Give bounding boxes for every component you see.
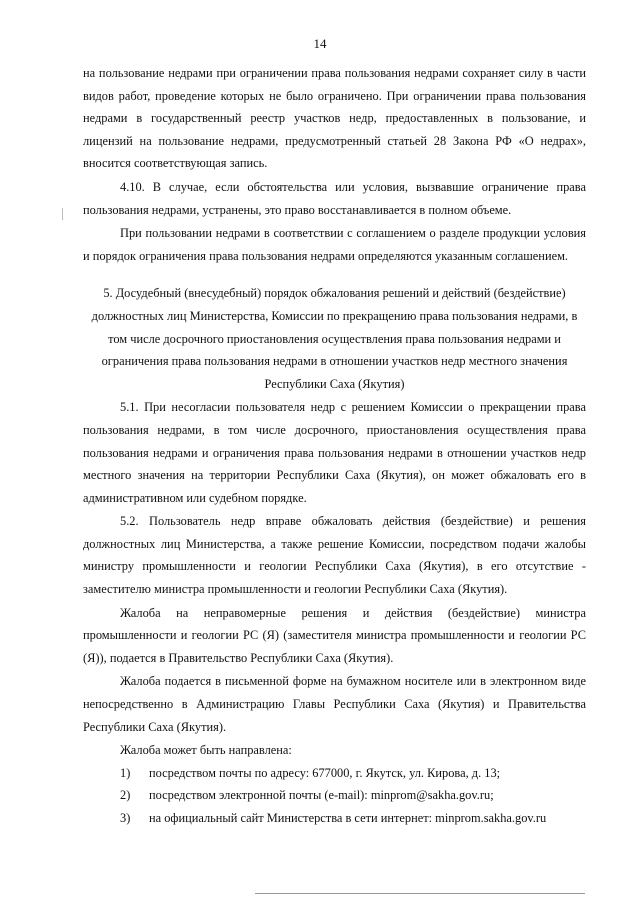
- paragraph-continuation: на пользование недрами при ограничении права пользования недрами сохраняет силу в части видов работ, проведение которых не было ограничено. При ограничении права пользования недрами в государственный реестр участков недр, предоставленных в пользование, и лицензий на пользование недрами, предусмотренный статьей 28 Закона РФ «О недрах», вносится соответствующая запись.: [83, 66, 586, 171]
- paragraph-5-2: 5.2. Пользователь недр вправе обжаловать действия (бездействие) и решения должностных лиц Министерства, а также решение Комиссии, посредством подачи жалобы министру промышленности и геологии Республики Саха (Якутия), в его отсутствие - заместителю министра промышленности и геологии Республики Саха (Якутия).: [83, 514, 586, 597]
- paragraph-complaint-channels: Жалоба может быть направлена:: [120, 743, 292, 758]
- list-item: [83, 807, 586, 830]
- paragraph-psa: При пользовании недрами в соответствии с соглашением о разделе продукции условия и порядок ограничения права пользования недрами определяются указанным соглашением.: [83, 226, 586, 263]
- list-item-text: посредством электронной почты (e-mail): minprom@sakha.gov.ru;: [149, 788, 494, 803]
- margin-mark: [62, 208, 63, 220]
- section-5-heading: 5. Досудебный (внесудебный) порядок обжалования решений и действий (бездействие) должностных лиц Министерства, Комиссии по прекращению права пользования недрами, в том числе досрочного приостановления осуществления права пользования недрами и ограничения права пользования недрами в отношении участков недр местного значения Республики Саха (Якутия): [91, 286, 578, 391]
- list-item: [83, 784, 586, 807]
- paragraph-complaint-minister: Жалоба на неправомерные решения и действия (бездействие) министра промышленности и геологии РС (Я) (заместителя министра промышленности и геологии РС (Я)), подается в Правительство Республики Саха (Якутия).: [83, 605, 586, 665]
- list-item-number: 2): [120, 788, 131, 803]
- paragraph-5-1: 5.1. При несогласии пользователя недр с решением Комиссии о прекращении права пользования недрами, в том числе досрочного, приостановления осуществления права пользования недрами и ограничения права пользования недрами в отношении участков недр местного значения на территории Республики Саха (Якутия), он может обжаловать его в административном или судебном порядке.: [83, 400, 586, 505]
- list-item-number: 1): [120, 765, 131, 780]
- page-number: 14: [313, 36, 327, 51]
- list-item-text: на официальный сайт Министерства в сети интернет: minprom.sakha.gov.ru: [149, 811, 547, 825]
- paragraph-4-10: 4.10. В случае, если обстоятельства или условия, вызвавшие ограничение права пользования недрами, устранены, это право восстанавливается в полном объеме.: [83, 179, 586, 217]
- footer-rule: [255, 893, 585, 894]
- paragraph-complaint-form: Жалоба подается в письменной форме на бумажном носителе или в электронном виде непосредственно в Администрацию Главы Республики Саха (Якутия) и Правительства Республики Саха (Якутия).: [83, 674, 586, 734]
- list-item-number: 3): [120, 811, 131, 825]
- list-item-text: посредством почты по адресу: 677000, г. Якутск, ул. Кирова, д. 13;: [149, 765, 501, 780]
- list-item: [83, 762, 586, 785]
- document-body: [83, 62, 586, 830]
- complaint-channels-list: [83, 762, 586, 830]
